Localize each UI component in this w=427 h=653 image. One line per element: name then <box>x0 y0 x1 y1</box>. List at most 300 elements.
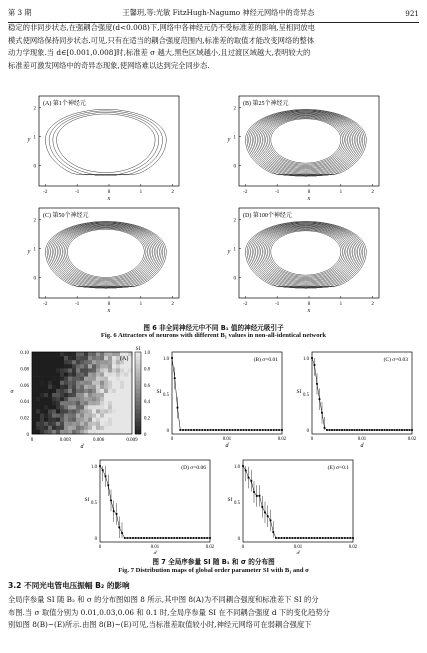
heatmap-cell <box>56 364 60 368</box>
y-tick-label: 1.0 <box>163 357 169 362</box>
heatmap-cell <box>92 418 96 422</box>
x-tick-label: 2 <box>371 190 374 195</box>
heatmap-cell <box>56 430 60 434</box>
heatmap-cell <box>72 368 76 372</box>
x-axis-label: x <box>107 308 111 314</box>
heatmap-cell <box>116 393 120 397</box>
heatmap-cell <box>72 393 76 397</box>
colorbar-step <box>135 356 141 360</box>
x-tick-label: 0 <box>310 437 314 442</box>
heatmap-cell <box>36 418 40 422</box>
issue-number: 第 3 期 <box>8 8 32 17</box>
heatmap-cell <box>36 393 40 397</box>
panel-label: (D) σ=0.06 <box>181 465 206 471</box>
heatmap-cell <box>76 389 80 393</box>
colorbar-step <box>135 352 141 356</box>
heatmap-cell <box>84 389 88 393</box>
x-tick-label: -1 <box>275 190 280 195</box>
heatmap-cell <box>88 377 92 381</box>
panel-label: (A) 第1个神经元 <box>43 101 86 107</box>
heatmap-cell <box>68 352 72 356</box>
heatmap-cell <box>76 352 80 356</box>
heatmap-cell <box>52 426 56 430</box>
heatmap-cell <box>76 377 80 381</box>
x-tick-label: 2 <box>371 302 374 307</box>
heatmap-cell <box>124 418 128 422</box>
heatmap-cell <box>64 381 68 385</box>
heatmap-cell <box>52 356 56 360</box>
text-line: 别如图 8(B)~(E)所示.由图 8(B)~(E)可见,当标准差取值较小时,神经元网络可在弱耦合强度下 <box>8 620 312 630</box>
y-tick-label: 0.5 <box>234 501 240 506</box>
y-tick-label: 0.5 <box>91 501 97 506</box>
figure-7-caption-cn: 图 7 全局序参量 SI 随 B₁ 和 σ 的分布图 <box>152 558 275 566</box>
panel-label: (B) 第25个神经元 <box>243 101 289 107</box>
heatmap-cell <box>112 389 116 393</box>
heatmap-cell <box>100 385 104 389</box>
heatmap-cell <box>108 381 112 385</box>
heatmap-cell <box>108 377 112 381</box>
heatmap-cell <box>60 356 64 360</box>
heatmap-cell <box>124 426 128 430</box>
heatmap-cell <box>100 373 104 377</box>
heatmap-cell <box>48 409 52 413</box>
heatmap-cell <box>80 373 84 377</box>
y-tick-label: 1.0 <box>234 465 240 470</box>
heatmap-cell <box>52 401 56 405</box>
x-tick-label: 0 <box>170 437 174 442</box>
heatmap-cell <box>96 368 100 372</box>
heatmap-cell <box>112 385 116 389</box>
heatmap-cell <box>84 381 88 385</box>
attractor-panel <box>227 208 379 314</box>
panel-label: (C) σ=0.03 <box>383 357 408 363</box>
heatmap-cell <box>92 364 96 368</box>
heatmap-cell <box>112 430 116 434</box>
y-tick-label: 2 <box>33 106 36 112</box>
heatmap-cell <box>124 430 128 434</box>
x-tick-label: 0.02 <box>348 545 358 550</box>
heatmap-cell <box>76 364 80 368</box>
heatmap-cell <box>116 397 120 401</box>
heatmap-cell <box>52 381 56 385</box>
heatmap-cell <box>124 389 128 393</box>
heatmap-cell <box>56 356 60 360</box>
heatmap-cell <box>116 405 120 409</box>
heatmap-cell <box>120 405 124 409</box>
heatmap-cell <box>72 360 76 364</box>
heatmap-cell <box>60 401 64 405</box>
y-tick-label: 1.0 <box>303 357 309 362</box>
heatmap-cell <box>44 397 48 401</box>
heatmap-cell <box>76 418 80 422</box>
heatmap-cell <box>60 385 64 389</box>
heatmap-cell <box>100 364 104 368</box>
outro-paragraph <box>8 594 419 632</box>
heatmap-cell <box>80 401 84 405</box>
heatmap-cell <box>60 381 64 385</box>
heatmap-cell <box>48 356 52 360</box>
heatmap-cell <box>112 381 116 385</box>
heatmap-cell <box>76 393 80 397</box>
heatmap-cell <box>52 418 56 422</box>
heatmap-cell <box>48 430 52 434</box>
heatmap-cell <box>36 430 40 434</box>
heatmap-cell <box>100 397 104 401</box>
heatmap-cell <box>120 426 124 430</box>
heatmap-cell <box>64 401 68 405</box>
heatmap-cell <box>104 397 108 401</box>
x-tick-label: 0 <box>307 302 311 307</box>
heatmap-cell <box>100 430 104 434</box>
heatmap-cell <box>124 393 128 397</box>
heatmap-cell <box>96 409 100 413</box>
heatmap-cell <box>68 356 72 360</box>
heatmap-cell <box>68 405 72 409</box>
colorbar-tick-label: 0 <box>144 433 147 438</box>
heatmap-cell <box>64 360 68 364</box>
heatmap-cell <box>104 426 108 430</box>
heatmap-cell <box>40 364 44 368</box>
heatmap-cell <box>48 368 52 372</box>
heatmap-cell <box>116 414 120 418</box>
heatmap-cell <box>64 426 68 430</box>
heatmap-cell <box>36 377 40 381</box>
text-line: 布图.当 σ 取值分别为 0.01,0.03,0.06 和 0.1 时,全局序参量 SI 在不同耦合强度 d 下的变化趋势分 <box>8 607 330 617</box>
x-axis-label: x <box>307 308 311 314</box>
heatmap-cell <box>120 414 124 418</box>
heatmap-cell <box>48 385 52 389</box>
heatmap-cell <box>52 405 56 409</box>
heatmap-cell <box>84 405 88 409</box>
heatmap-cell <box>100 409 104 413</box>
panel-frame <box>312 352 412 434</box>
x-tick-label: -2 <box>243 302 248 307</box>
heatmap-cell <box>52 352 56 356</box>
x-tick-label: 1 <box>139 302 143 307</box>
x-axis-label: x <box>107 196 111 202</box>
heatmap-cell <box>100 356 104 360</box>
heatmap-cell <box>40 389 44 393</box>
y-tick-label: 0.02 <box>20 416 29 422</box>
heatmap-cell <box>56 393 60 397</box>
heatmap-cell <box>44 368 48 372</box>
heatmap-cell <box>72 385 76 389</box>
heatmap-cell <box>108 364 112 368</box>
heatmap-cell <box>80 364 84 368</box>
heatmap-cell <box>44 360 48 364</box>
attractor-panel <box>227 96 379 202</box>
x-tick-label: 0 <box>107 190 111 195</box>
heatmap-cell <box>96 422 100 426</box>
heatmap-cell <box>36 381 40 385</box>
heatmap-cell <box>108 368 112 372</box>
panel-label: (D) 第100个神经元 <box>243 213 292 219</box>
heatmap-cell <box>80 377 84 381</box>
y-tick-label: 0 <box>94 537 97 542</box>
heatmap-cell <box>72 405 76 409</box>
text-line: 稳定的非同步状态,在强耦合强度(d<0.008)下,网络中各神经元仍不受标准差的影响,呈相同放电 <box>8 23 316 32</box>
colorbar-step <box>135 405 141 409</box>
heatmap-cell <box>124 368 128 372</box>
heatmap-cell <box>112 393 116 397</box>
heatmap-cell <box>88 405 92 409</box>
heatmap-cell <box>116 426 120 430</box>
heatmap-cell <box>88 393 92 397</box>
heatmap-cell <box>96 381 100 385</box>
heatmap-cell <box>108 385 112 389</box>
heatmap-cell <box>84 414 88 418</box>
heatmap-cell <box>52 360 56 364</box>
running-title: 王馨玥,等:光敏 FitzHugh-Nagumo 神经元网络中的奇异态 <box>122 8 315 17</box>
heatmap-cell <box>40 373 44 377</box>
heatmap-cell <box>108 401 112 405</box>
heatmap-cell <box>68 409 72 413</box>
heatmap-cell <box>52 364 56 368</box>
heatmap-cell <box>108 430 112 434</box>
heatmap-cell <box>104 430 108 434</box>
heatmap-cell <box>96 397 100 401</box>
heatmap-cell <box>56 401 60 405</box>
heatmap-cell <box>44 418 48 422</box>
heatmap-cell <box>108 397 112 401</box>
x-tick-label: 0 <box>241 545 245 550</box>
heatmap-cell <box>96 426 100 430</box>
heatmap-cell <box>68 418 72 422</box>
heatmap-cell <box>88 356 92 360</box>
si-panel <box>297 352 417 449</box>
x-axis-label: d <box>153 551 157 554</box>
y-tick-label: 0 <box>233 164 236 170</box>
heatmap-cell <box>104 364 108 368</box>
x-tick-label: 0.02 <box>277 437 287 442</box>
x-tick-label: 0 <box>30 438 34 443</box>
heatmap-cell <box>44 401 48 405</box>
heatmap-cell <box>80 414 84 418</box>
heatmap-cell <box>92 368 96 372</box>
heatmap-cell <box>96 430 100 434</box>
y-tick-label: 0.5 <box>163 393 169 398</box>
heatmap-cell <box>40 422 44 426</box>
heatmap-cell <box>40 352 44 356</box>
heatmap-cell <box>112 414 116 418</box>
heatmap-cell <box>60 364 64 368</box>
heatmap-cell <box>68 426 72 430</box>
heatmap-cell <box>56 381 60 385</box>
heatmap-cell <box>96 418 100 422</box>
heatmap-cell <box>88 368 92 372</box>
heatmap-cell <box>100 360 104 364</box>
heatmap-cell <box>32 385 36 389</box>
y-axis-label: SI <box>84 497 90 503</box>
heatmap-cell <box>100 393 104 397</box>
y-tick-label: 1 <box>33 135 36 141</box>
heatmap-cell <box>104 360 108 364</box>
heatmap-cell <box>104 422 108 426</box>
x-tick-label: 0.006 <box>93 438 105 443</box>
colorbar-title: SI <box>135 346 141 352</box>
heatmap-cell <box>32 356 36 360</box>
heatmap-cell <box>92 389 96 393</box>
heatmap-cell <box>48 373 52 377</box>
heatmap-cell <box>48 418 52 422</box>
heatmap-cell <box>68 385 72 389</box>
heatmap-cell <box>48 393 52 397</box>
heatmap-cell <box>60 405 64 409</box>
heatmap-cell <box>52 409 56 413</box>
heatmap-cell <box>120 393 124 397</box>
colorbar-step <box>135 426 141 430</box>
heatmap-cell <box>52 430 56 434</box>
heatmap-cell <box>112 397 116 401</box>
heatmap-cell <box>120 389 124 393</box>
heatmap-cell <box>64 389 68 393</box>
heatmap-cell <box>116 409 120 413</box>
y-tick-label: 2 <box>33 218 36 224</box>
heatmap-cell <box>64 364 68 368</box>
panel-label: (A) <box>120 356 129 362</box>
heatmap-cell <box>60 352 64 356</box>
heatmap-cell <box>36 368 40 372</box>
heatmap-cell <box>64 414 68 418</box>
heatmap-cell <box>60 389 64 393</box>
y-axis-label: y <box>27 137 31 143</box>
heatmap-cell <box>40 418 44 422</box>
heatmap-cell <box>36 409 40 413</box>
y-tick-label: 1 <box>33 247 36 253</box>
heatmap-cell <box>56 405 60 409</box>
colorbar-step <box>135 393 141 397</box>
heatmap-cell <box>72 352 76 356</box>
heatmap-cell <box>96 364 100 368</box>
heatmap-cell <box>32 422 36 426</box>
heatmap-cell <box>68 397 72 401</box>
heatmap-cell <box>72 377 76 381</box>
heatmap-cell <box>84 360 88 364</box>
intro-paragraph <box>8 22 419 72</box>
heatmap-cell <box>68 381 72 385</box>
heatmap-cell <box>72 430 76 434</box>
heatmap-cell <box>80 356 84 360</box>
y-axis-label: y <box>227 137 231 143</box>
heatmap-cell <box>44 393 48 397</box>
heatmap-cell <box>64 385 68 389</box>
heatmap-cell <box>64 422 68 426</box>
heatmap-cell <box>76 426 80 430</box>
heatmap-cell <box>88 422 92 426</box>
heatmap-cell <box>84 393 88 397</box>
heatmap-cell <box>104 352 108 356</box>
heatmap-cell <box>76 414 80 418</box>
heatmap-cell <box>124 385 128 389</box>
heatmap-cell <box>68 393 72 397</box>
heatmap-cell <box>76 405 80 409</box>
heatmap-cell <box>44 356 48 360</box>
heatmap-cell <box>100 422 104 426</box>
heatmap-cell <box>48 360 52 364</box>
heatmap-cell <box>80 409 84 413</box>
heatmap-cell <box>120 409 124 413</box>
heatmap-cell <box>88 430 92 434</box>
si-panel <box>157 352 287 449</box>
heatmap-cell <box>76 373 80 377</box>
heatmap-cell <box>40 356 44 360</box>
heatmap-cell <box>108 393 112 397</box>
colorbar-tick-label: 1.0 <box>144 351 150 356</box>
heatmap-cell <box>104 393 108 397</box>
heatmap-cell <box>112 352 116 356</box>
heatmap-cell <box>104 381 108 385</box>
heatmap-cell <box>112 401 116 405</box>
panel-label: (C) 第50个神经元 <box>43 213 89 219</box>
heatmap-cell <box>104 418 108 422</box>
x-axis-label: d <box>296 551 300 554</box>
y-tick-label: 0 <box>306 429 309 434</box>
heatmap-cell <box>72 418 76 422</box>
heatmap-cell <box>80 385 84 389</box>
heatmap-cell <box>120 422 124 426</box>
heatmap-cell <box>60 373 64 377</box>
colorbar-step <box>135 377 141 381</box>
heatmap-cell <box>96 360 100 364</box>
heatmap-cell <box>72 397 76 401</box>
heatmap-cell <box>40 393 44 397</box>
heatmap-cell <box>32 409 36 413</box>
heatmap-cell <box>112 364 116 368</box>
heatmap-cell <box>96 377 100 381</box>
heatmap-cell <box>80 426 84 430</box>
heatmap-cell <box>48 401 52 405</box>
heatmap-cell <box>52 368 56 372</box>
heatmap-cell <box>64 393 68 397</box>
heatmap-cell <box>40 430 44 434</box>
heatmap-cell <box>36 426 40 430</box>
colorbar-step <box>135 409 141 413</box>
heatmap-cell <box>44 422 48 426</box>
heatmap-cell <box>104 356 108 360</box>
figure-7-caption-en: Fig. 7 Distribution maps of global order parameter SI with B₁ and σ <box>118 567 309 574</box>
colorbar-step <box>135 389 141 393</box>
heatmap-cell <box>124 414 128 418</box>
y-tick-label: 0 <box>33 276 36 282</box>
heatmap-cell <box>52 393 56 397</box>
heatmap-cell <box>80 422 84 426</box>
heatmap-cell <box>88 373 92 377</box>
heatmap-cell <box>56 422 60 426</box>
heatmap-cell <box>124 377 128 381</box>
heatmap-panel <box>11 346 151 450</box>
heatmap-cell <box>32 377 36 381</box>
heatmap-cell <box>36 356 40 360</box>
si-panel <box>228 460 358 554</box>
x-tick-label: 0.02 <box>205 545 215 550</box>
heatmap-cell <box>72 373 76 377</box>
heatmap-cell <box>124 364 128 368</box>
heatmap-cell <box>76 401 80 405</box>
heatmap-cell <box>84 364 88 368</box>
heatmap-cell <box>44 373 48 377</box>
colorbar-step <box>135 373 141 377</box>
heatmap-cell <box>96 401 100 405</box>
heatmap-cell <box>108 373 112 377</box>
x-tick-label: 0 <box>107 302 111 307</box>
heatmap-cell <box>112 377 116 381</box>
heatmap-cell <box>96 405 100 409</box>
text-line: 标准差可激发网络中的奇异态现象,使网络难以达到完全同步态. <box>8 60 210 70</box>
heatmap-cell <box>108 418 112 422</box>
x-tick-label: -1 <box>275 302 280 307</box>
heatmap-cell <box>44 385 48 389</box>
heatmap-cell <box>116 368 120 372</box>
